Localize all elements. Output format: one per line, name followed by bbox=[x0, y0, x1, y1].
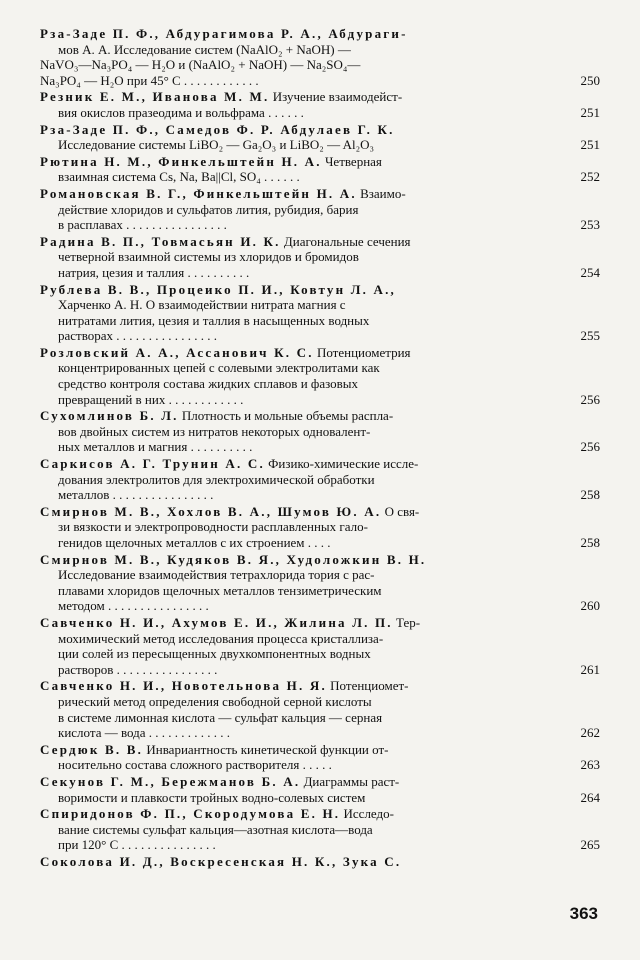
entry-page-number: 252 bbox=[580, 169, 600, 185]
entry-authors: Смирнов М. В., Хохлов В. А., Шумов Ю. А. bbox=[40, 503, 382, 519]
entry-text-line: дования электролитов для электрохимической обработки bbox=[58, 471, 375, 487]
entry-text-line: при 120° C . . . . . . . . . . . . . . . bbox=[58, 837, 216, 853]
toc-entry bbox=[40, 282, 600, 344]
toc-entry bbox=[40, 742, 600, 773]
entry-text-line: натрия, цезия и таллия . . . . . . . . . . bbox=[58, 264, 250, 280]
entry-page-number: 251 bbox=[580, 104, 600, 120]
entry-text-line: концентрированных цепей с солевыми электролитами как bbox=[58, 360, 380, 376]
entry-text-line: вов двойных систем из нитратов некоторых одновалент- bbox=[58, 423, 371, 439]
entry-text-line: в расплавах . . . . . . . . . . . . . . . . bbox=[58, 217, 227, 233]
entry-text-line: средство контроля состава жидких сплавов и фазовых bbox=[58, 376, 359, 392]
entry-text-line: плавами хлоридов щелочных металлов тензиметрическим bbox=[58, 582, 382, 598]
entry-text-line: превращений в них . . . . . . . . . . . . bbox=[58, 391, 244, 407]
entry-page-number: 265 bbox=[580, 837, 600, 853]
entry-text-line: кислота — вода . . . . . . . . . . . . . bbox=[58, 725, 231, 741]
entry-text-line: Взаимо- bbox=[360, 185, 406, 201]
toc-entry bbox=[40, 504, 600, 551]
entry-authors: Саркисов А. Г. Трунин А. С. bbox=[40, 456, 265, 472]
entry-page-number: 264 bbox=[580, 789, 600, 805]
toc-entry bbox=[40, 615, 600, 677]
entry-text-line: металлов . . . . . . . . . . . . . . . . bbox=[58, 487, 214, 503]
toc-entry bbox=[40, 89, 600, 120]
entry-authors: Резник Е. М., Иванова М. М. bbox=[40, 89, 270, 105]
toc-entry bbox=[40, 154, 600, 185]
toc-entry bbox=[40, 408, 600, 455]
entry-text-line: четверной взаимной системы из хлоридов и бромидов bbox=[58, 249, 359, 265]
entry-text-line: Плотность и мольные объемы распла- bbox=[181, 408, 394, 424]
entry-text-line: нитратами лития, цезия и таллия в насыщенных водных bbox=[58, 312, 370, 328]
toc-entry bbox=[40, 122, 600, 153]
entry-authors: Сухомлинов Б. Л. bbox=[40, 408, 179, 424]
entry-page-number: 256 bbox=[580, 439, 600, 455]
entry-text-line: О свя- bbox=[384, 503, 420, 519]
toc-entry bbox=[40, 552, 600, 614]
entry-page-number: 263 bbox=[580, 757, 600, 773]
entry-text-line: Исследование взаимодействия тетрахлорида тория с рас- bbox=[58, 567, 375, 583]
entry-text-line: взаимная система Cs, Na, Ba||Cl, SO₄ . . . . . . bbox=[58, 169, 300, 185]
toc-entry bbox=[40, 234, 600, 281]
entry-text-line: ции солей из пересыщенных двухкомпонентных водных bbox=[58, 646, 371, 662]
entry-text-line: Диагональные сечения bbox=[283, 233, 411, 249]
entry-page-number: 260 bbox=[580, 598, 600, 614]
entry-text-line: растворах . . . . . . . . . . . . . . . . bbox=[58, 328, 218, 344]
entry-authors: Секунов Г. М., Бережманов Б. А. bbox=[40, 773, 301, 789]
entry-page-number: 261 bbox=[580, 661, 600, 677]
entry-text-line: Исследование системы LiBO₂ — Ga₂O₃ и LiBO₂ — Al₂O₃ bbox=[58, 137, 375, 153]
entry-text-line: мохимический метод исследования процесса кристаллиза- bbox=[58, 630, 384, 646]
entry-text-line: Харченко А. Н. О взаимодействии нитрата магния с bbox=[58, 297, 346, 313]
entry-authors: Рза-Заде П. Ф., Самедов Ф. Р. Абдулаев Г. К. bbox=[40, 121, 395, 137]
table-of-contents bbox=[40, 26, 600, 870]
entry-authors: Розловский А. А., Ассанович К. С. bbox=[40, 344, 314, 360]
entry-text-line: Четверная bbox=[324, 153, 382, 169]
entry-text-line: NaVO₃—Na₃PO₄ — H₂O и (NaAlO₂ + NaOH) — Na₂SO₄— bbox=[40, 57, 361, 73]
entry-authors: Рютина Н. М., Финкельштейн Н. А. bbox=[40, 153, 322, 169]
toc-entry bbox=[40, 854, 600, 870]
entry-authors: Соколова И. Д., Воскресенская Н. К., Зука С. bbox=[40, 853, 402, 869]
entry-text-line: Потенциомет- bbox=[330, 678, 409, 694]
entry-text-line: воримости и плавкости тройных водно-солевых систем bbox=[58, 789, 366, 805]
entry-text-line: Физико-химические иссле- bbox=[268, 456, 419, 472]
entry-text-line: в системе лимонная кислота — сульфат кальция — серная bbox=[58, 709, 383, 725]
entry-text-line: носительно состава сложного растворителя . . . . . bbox=[58, 757, 332, 773]
toc-entry bbox=[40, 806, 600, 853]
page-number: 363 bbox=[569, 904, 598, 923]
toc-entry bbox=[40, 456, 600, 503]
entry-authors: Романовская В. Г., Финкельштейн Н. А. bbox=[40, 185, 357, 201]
entry-text-line: ных металлов и магния . . . . . . . . . . bbox=[58, 439, 253, 455]
entry-page-number: 250 bbox=[580, 72, 600, 88]
entry-page-number: 258 bbox=[580, 487, 600, 503]
entry-authors: Смирнов М. В., Кудяков В. Я., Худоложкин В. Н. bbox=[40, 551, 427, 567]
toc-entry bbox=[40, 186, 600, 233]
entry-text-line: методом . . . . . . . . . . . . . . . . bbox=[58, 598, 209, 614]
entry-text-line: мов А. А. Исследование систем (NaAlO₂ + NaOH) — bbox=[58, 41, 351, 57]
entry-text-line: Инвариантность кинетической функции от- bbox=[146, 741, 389, 757]
toc-entry bbox=[40, 774, 600, 805]
entry-page-number: 254 bbox=[580, 264, 600, 280]
entry-authors: Савченко Н. И., Ахумов Е. И., Жилина Л. П. bbox=[40, 614, 393, 630]
entry-authors: Савченко Н. И., Новотельнова Н. Я. bbox=[40, 678, 327, 694]
entry-page-number: 251 bbox=[580, 137, 600, 153]
toc-entry bbox=[40, 678, 600, 740]
entry-text-line: рический метод определения свободной серной кислоты bbox=[58, 693, 372, 709]
entry-authors: Сердюк В. В. bbox=[40, 741, 144, 757]
entry-page-number: 253 bbox=[580, 217, 600, 233]
entry-text-line: Na₃PO₄ — H₂O при 45° C . . . . . . . . . . . . bbox=[40, 72, 259, 88]
entry-text-line: генидов щелочных металлов с их строением . . . . bbox=[58, 535, 331, 550]
entry-text-line: Изучение взаимодейст- bbox=[272, 89, 403, 105]
entry-text-line: Диаграммы раст- bbox=[303, 773, 400, 789]
entry-authors: Рза-Заде П. Ф., Абдурагимова Р. А., Абдураги- bbox=[40, 26, 408, 41]
toc-entry bbox=[40, 26, 600, 88]
entry-page-number: 256 bbox=[580, 391, 600, 407]
entry-text-line: Тер- bbox=[396, 614, 421, 630]
entry-text-line: зи вязкости и электропроводности расплавленных гало- bbox=[58, 519, 368, 535]
entry-page-number: 258 bbox=[580, 535, 600, 550]
entry-page-number: 255 bbox=[580, 328, 600, 344]
entry-authors: Рублева В. В., Процеико П. И., Ковтун Л. А., bbox=[40, 281, 396, 297]
entry-text-line: действие хлоридов и сульфатов лития, рубидия, бария bbox=[58, 201, 359, 217]
entry-page-number: 262 bbox=[580, 725, 600, 741]
entry-authors: Спиридонов Ф. П., Скородумова Е. Н. bbox=[40, 806, 341, 822]
toc-entry bbox=[40, 345, 600, 407]
entry-text-line: растворов . . . . . . . . . . . . . . . . bbox=[58, 661, 218, 677]
entry-text-line: вия окислов празеодима и вольфрама . . . . . . bbox=[58, 104, 304, 120]
entry-text-line: Исследо- bbox=[343, 806, 394, 822]
entry-authors: Радина В. П., Товмасьян И. К. bbox=[40, 233, 281, 249]
entry-text-line: вание системы сульфат кальция—азотная кислота—вода bbox=[58, 821, 373, 837]
entry-text-line: Потенциометрия bbox=[316, 344, 411, 360]
